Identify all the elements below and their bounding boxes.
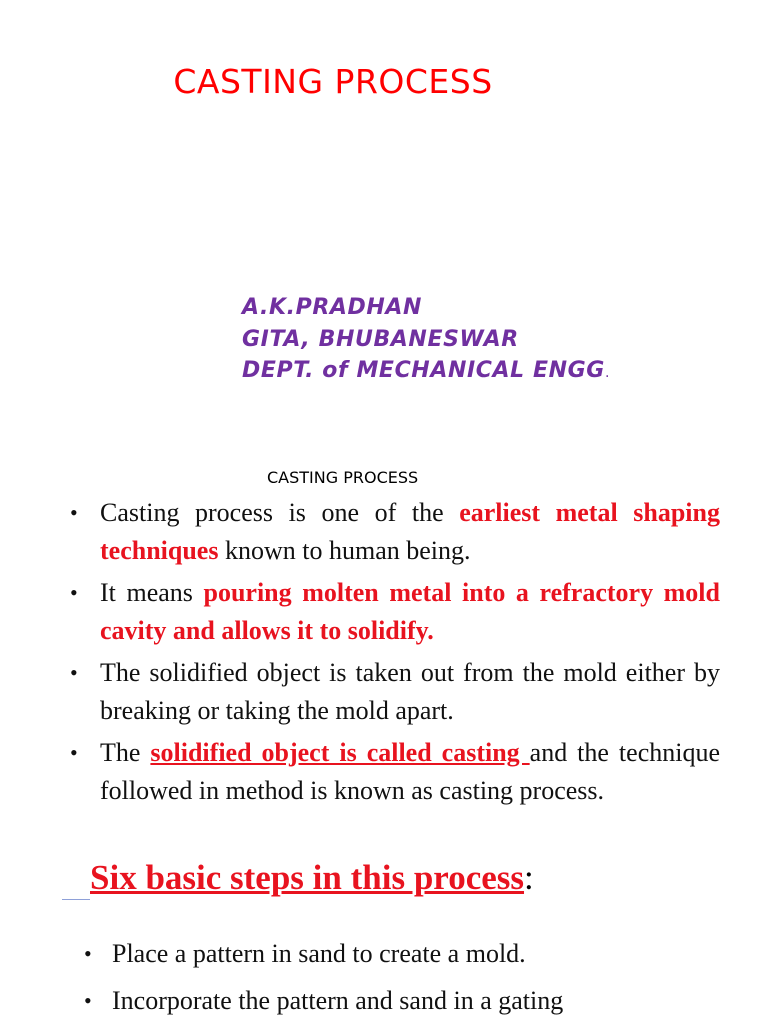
page-title: CASTING PROCESS <box>173 62 493 101</box>
author-block <box>242 292 610 390</box>
list-item <box>70 734 720 810</box>
list-item <box>84 977 734 1024</box>
bullet-highlight: earliest metal shaping techniques <box>100 498 720 565</box>
author-dept-text: DEPT. of MECHANICAL ENGG <box>242 358 605 383</box>
bullet-icon: • <box>70 580 78 605</box>
author-name: A.K.PRADHAN <box>242 295 423 320</box>
divider <box>62 899 90 900</box>
bullet-icon: • <box>70 660 78 685</box>
bullet-text: The solidified object is taken out from the mold either by breaking or taking the mold apart. <box>100 658 720 725</box>
step-text: Incorporate the pattern and sand in a gating <box>112 986 564 1015</box>
author-dept-suffix: . <box>604 365 611 381</box>
list-item <box>84 930 734 977</box>
step-text: Place a pattern in sand to create a mold. <box>112 939 526 968</box>
list-item <box>70 654 720 730</box>
bullet-post: and the technique followed in method is known as casting process. <box>100 738 720 805</box>
steps-heading-text: Six basic steps in this process <box>90 858 525 897</box>
steps-heading <box>90 858 534 898</box>
bullet-pre: Casting process is one of the <box>100 498 460 527</box>
bullet-icon: • <box>84 941 92 966</box>
author-dept <box>242 355 610 390</box>
bullet-highlight: solidified object is called casting <box>150 738 530 767</box>
bullet-icon: • <box>70 500 78 525</box>
bullet-pre: The <box>100 738 151 767</box>
author-institute: GITA, BHUBANESWAR <box>242 326 519 352</box>
bullet-pre: It means <box>100 578 204 607</box>
list-item <box>70 574 720 650</box>
bullet-icon: • <box>70 740 78 765</box>
section-title: CASTING PROCESS <box>267 468 419 487</box>
bullet-highlight: pouring molten metal into a refractory mold cavity and allows it to solidify. <box>100 578 720 645</box>
bullet-post: known to human being. <box>218 536 471 565</box>
bullet-list <box>70 494 720 814</box>
steps-list <box>84 930 734 1024</box>
list-item <box>70 494 720 570</box>
bullet-icon: • <box>84 988 92 1013</box>
steps-heading-suffix: : <box>524 858 534 897</box>
